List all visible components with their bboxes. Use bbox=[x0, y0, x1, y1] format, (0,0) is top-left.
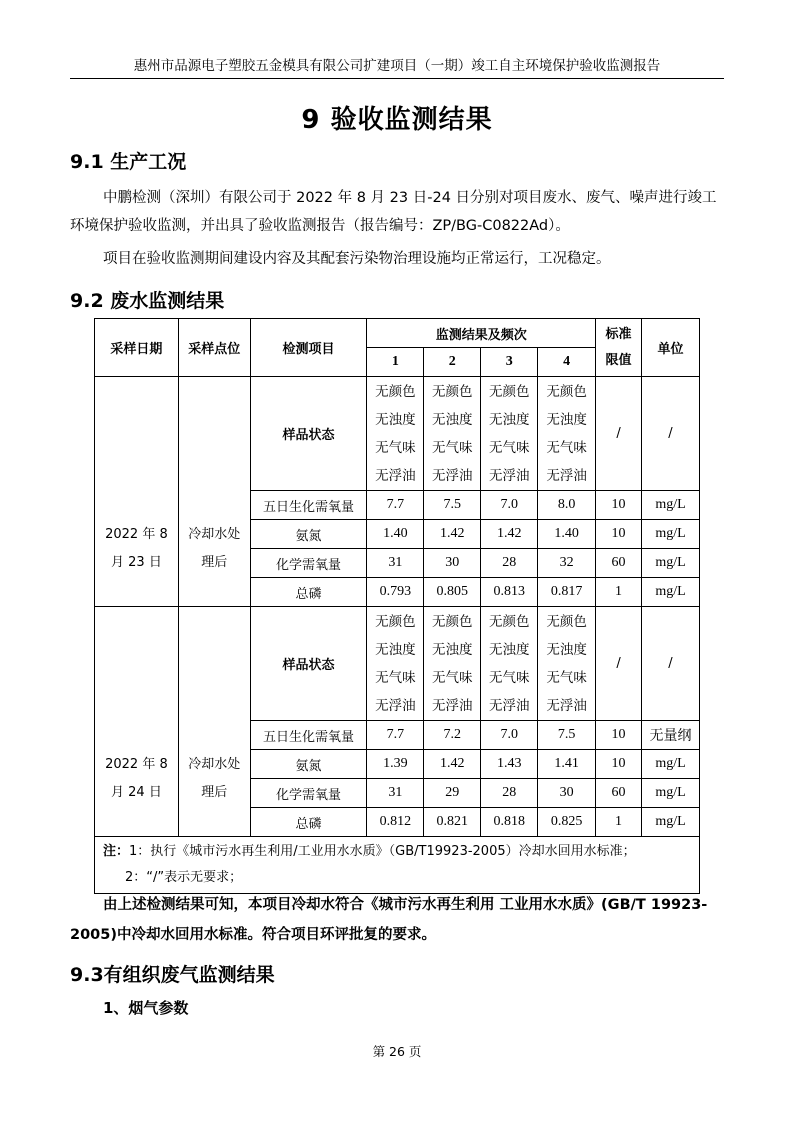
limit-value: 10 bbox=[596, 491, 642, 520]
sample-state-text: 无气味 bbox=[546, 439, 587, 456]
result-value: 29 bbox=[424, 779, 481, 808]
sample-state-cell bbox=[481, 377, 538, 491]
sample-state-text: 无浊度 bbox=[546, 641, 587, 658]
result-value: 1.42 bbox=[481, 520, 538, 549]
result-value: 7.0 bbox=[481, 721, 538, 750]
limit-value: 60 bbox=[596, 779, 642, 808]
section-9-3-title: 9.3有组织废气监测结果 bbox=[70, 964, 275, 986]
result-value: 30 bbox=[538, 779, 596, 808]
header-unit: 单位 bbox=[642, 319, 700, 377]
parameter-name: 化学需氧量 bbox=[250, 549, 367, 578]
section-9-2-title: 9.2 废水监测结果 bbox=[70, 290, 225, 312]
note-label: 注： bbox=[103, 844, 130, 859]
result-value: 0.805 bbox=[424, 578, 481, 607]
running-header: 惠州市品源电子塑胶五金模具有限公司扩建项目（一期）竣工自主环境保护验收监测报告 bbox=[133, 58, 661, 74]
parameter-name: 五日生化需氧量 bbox=[250, 721, 367, 750]
result-value: 0.812 bbox=[367, 808, 424, 837]
unit-value: mg/L bbox=[642, 578, 700, 607]
parameter-name: 化学需氧量 bbox=[250, 779, 367, 808]
header-limit bbox=[596, 319, 642, 377]
wastewater-results-table bbox=[94, 318, 700, 894]
table-body bbox=[95, 319, 700, 837]
limit-cell: / bbox=[596, 607, 642, 721]
section-9-1-paragraph-2: 项目在验收监测期间建设内容及其配套污染物治理设施均正常运行，工况稳定。 bbox=[103, 251, 611, 267]
sampling-point-cell bbox=[178, 607, 250, 837]
sample-state-text: 无气味 bbox=[375, 439, 416, 456]
sample-state-row bbox=[95, 607, 700, 721]
sample-state-text: 无气味 bbox=[488, 439, 530, 456]
result-value: 1.40 bbox=[367, 520, 424, 549]
sample-state-text: 无浮油 bbox=[546, 467, 587, 484]
result-value: 31 bbox=[367, 549, 424, 578]
wastewater-conclusion: 由上述检测结果可知，本项目冷却水符合《城市污水再生利用 工业用水水质》(GB/T 19923-2005)中冷却水回用水标准。符合项目环评批复的要求。 bbox=[70, 897, 708, 943]
unit-cell: / bbox=[642, 607, 700, 721]
sample-state-text: 无颜色 bbox=[488, 383, 530, 400]
result-value: 28 bbox=[481, 549, 538, 578]
sample-state-text: 无浮油 bbox=[546, 697, 587, 714]
sample-state-cell bbox=[424, 607, 481, 721]
header-freq-3: 3 bbox=[481, 348, 538, 377]
header-freq-2: 2 bbox=[424, 348, 481, 377]
sample-state-text: 无浮油 bbox=[432, 697, 473, 714]
unit-value: mg/L bbox=[642, 750, 700, 779]
sampling-date-cell bbox=[95, 607, 179, 837]
sample-state-text: 无颜色 bbox=[432, 383, 473, 400]
unit-value: mg/L bbox=[642, 520, 700, 549]
result-value: 1.41 bbox=[538, 750, 596, 779]
header-freq-1: 1 bbox=[367, 348, 424, 377]
sample-state-text: 无颜色 bbox=[546, 613, 587, 630]
result-value: 8.0 bbox=[538, 491, 596, 520]
sample-state-text: 无浊度 bbox=[375, 411, 416, 428]
sample-state-text: 无颜色 bbox=[546, 383, 587, 400]
unit-value: 无量纲 bbox=[642, 721, 700, 750]
note-1: 1：执行《城市污水再生利用/工业用水水质》（GB/T19923-2005）冷却水回用水标准； bbox=[129, 844, 636, 859]
notes-row bbox=[95, 837, 700, 894]
sample-state-cell bbox=[481, 607, 538, 721]
sample-state-cell bbox=[367, 607, 424, 721]
limit-cell: / bbox=[596, 377, 642, 491]
sample-state-text: 无浮油 bbox=[488, 467, 530, 484]
sampling-date-cell bbox=[95, 377, 179, 607]
sample-state-text: 无浮油 bbox=[488, 697, 530, 714]
sample-state-text: 无浊度 bbox=[546, 411, 587, 428]
sampling-point-line-1: 冷却水处 bbox=[188, 756, 241, 772]
sampling-date-line-2: 月 23 日 bbox=[111, 554, 162, 570]
limit-value: 1 bbox=[596, 578, 642, 607]
sampling-date-line-1: 2022 年 8 bbox=[105, 756, 168, 772]
result-value: 32 bbox=[538, 549, 596, 578]
sample-state-label: 样品状态 bbox=[250, 607, 367, 721]
limit-value: 10 bbox=[596, 721, 642, 750]
result-value: 28 bbox=[481, 779, 538, 808]
sample-state-text: 无浊度 bbox=[375, 641, 416, 658]
limit-value: 60 bbox=[596, 549, 642, 578]
result-value: 7.2 bbox=[424, 721, 481, 750]
parameter-name: 总磷 bbox=[250, 808, 367, 837]
header-test-item: 检测项目 bbox=[250, 319, 367, 377]
sample-state-text: 无气味 bbox=[432, 669, 473, 686]
note-2: 2：“/”表示无要求； bbox=[125, 870, 243, 885]
header-freq-4: 4 bbox=[538, 348, 596, 377]
unit-value: mg/L bbox=[642, 808, 700, 837]
parameter-name: 氨氮 bbox=[250, 520, 367, 549]
header-limit-line-2: 限值 bbox=[605, 352, 632, 368]
notes-section bbox=[95, 837, 700, 894]
sampling-point-line-2: 理后 bbox=[201, 784, 228, 800]
result-value: 1.39 bbox=[367, 750, 424, 779]
parameter-name: 总磷 bbox=[250, 578, 367, 607]
table-notes bbox=[95, 837, 700, 894]
sample-state-text: 无浊度 bbox=[432, 411, 473, 428]
sample-state-text: 无气味 bbox=[488, 669, 530, 686]
note-line-1 bbox=[103, 839, 691, 865]
header-results: 监测结果及频次 bbox=[367, 319, 596, 348]
sample-state-text: 无浊度 bbox=[488, 641, 530, 658]
result-value: 30 bbox=[424, 549, 481, 578]
sample-state-text: 无颜色 bbox=[375, 613, 416, 630]
sample-state-text: 无颜色 bbox=[432, 613, 473, 630]
result-value: 7.7 bbox=[367, 491, 424, 520]
result-value: 31 bbox=[367, 779, 424, 808]
unit-value: mg/L bbox=[642, 491, 700, 520]
header-limit-line-1: 标准 bbox=[605, 326, 632, 342]
sample-state-cell bbox=[367, 377, 424, 491]
sample-state-text: 无浮油 bbox=[375, 697, 416, 714]
sample-state-text: 无颜色 bbox=[375, 383, 416, 400]
limit-value: 1 bbox=[596, 808, 642, 837]
header-divider bbox=[70, 78, 724, 79]
sample-state-text: 无浊度 bbox=[488, 411, 530, 428]
result-value: 0.793 bbox=[367, 578, 424, 607]
sample-state-text: 无气味 bbox=[375, 669, 416, 686]
result-value: 1.43 bbox=[481, 750, 538, 779]
section-9-1-title: 9.1 生产工况 bbox=[70, 151, 187, 173]
sample-state-row bbox=[95, 377, 700, 491]
unit-cell: / bbox=[642, 377, 700, 491]
sampling-point-line-1: 冷却水处 bbox=[188, 526, 241, 542]
result-value: 1.40 bbox=[538, 520, 596, 549]
sampling-date-line-2: 月 24 日 bbox=[111, 784, 162, 800]
sample-state-cell bbox=[538, 607, 596, 721]
limit-value: 10 bbox=[596, 750, 642, 779]
sampling-point-line-2: 理后 bbox=[201, 554, 228, 570]
section-9-1-paragraph-1: 中鹏检测（深圳）有限公司于 2022 年 8 月 23 日-24 日分别对项目废水、废气、噪声进行竣工环境保护验收监测，并出具了验收监测报告（报告编号：ZP/BG-C0822Ad）。 bbox=[70, 190, 717, 234]
result-value: 7.0 bbox=[481, 491, 538, 520]
result-value: 7.5 bbox=[424, 491, 481, 520]
sample-state-label: 样品状态 bbox=[250, 377, 367, 491]
sample-state-text: 无气味 bbox=[546, 669, 587, 686]
unit-value: mg/L bbox=[642, 549, 700, 578]
section-9-3-subheading: 1、烟气参数 bbox=[103, 999, 189, 1017]
result-value: 0.818 bbox=[481, 808, 538, 837]
sample-state-text: 无浊度 bbox=[432, 641, 473, 658]
result-value: 0.813 bbox=[481, 578, 538, 607]
sampling-date-line-1: 2022 年 8 bbox=[105, 526, 168, 542]
result-value: 7.7 bbox=[367, 721, 424, 750]
result-value: 0.825 bbox=[538, 808, 596, 837]
sample-state-text: 无浮油 bbox=[432, 467, 473, 484]
result-value: 0.821 bbox=[424, 808, 481, 837]
parameter-name: 氨氮 bbox=[250, 750, 367, 779]
limit-value: 10 bbox=[596, 520, 642, 549]
header-sampling-point: 采样点位 bbox=[178, 319, 250, 377]
result-value: 1.42 bbox=[424, 750, 481, 779]
page-number: 第 26 页 bbox=[372, 1044, 422, 1059]
result-value: 0.817 bbox=[538, 578, 596, 607]
sample-state-cell bbox=[538, 377, 596, 491]
parameter-name: 五日生化需氧量 bbox=[250, 491, 367, 520]
header-row bbox=[95, 319, 700, 348]
sample-state-text: 无气味 bbox=[432, 439, 473, 456]
chapter-title: 9 验收监测结果 bbox=[301, 105, 493, 135]
result-value: 7.5 bbox=[538, 721, 596, 750]
sample-state-text: 无颜色 bbox=[488, 613, 530, 630]
unit-value: mg/L bbox=[642, 779, 700, 808]
sample-state-cell bbox=[424, 377, 481, 491]
result-value: 1.42 bbox=[424, 520, 481, 549]
sampling-point-cell bbox=[178, 377, 250, 607]
header-sampling-date: 采样日期 bbox=[95, 319, 179, 377]
sample-state-text: 无浮油 bbox=[375, 467, 416, 484]
